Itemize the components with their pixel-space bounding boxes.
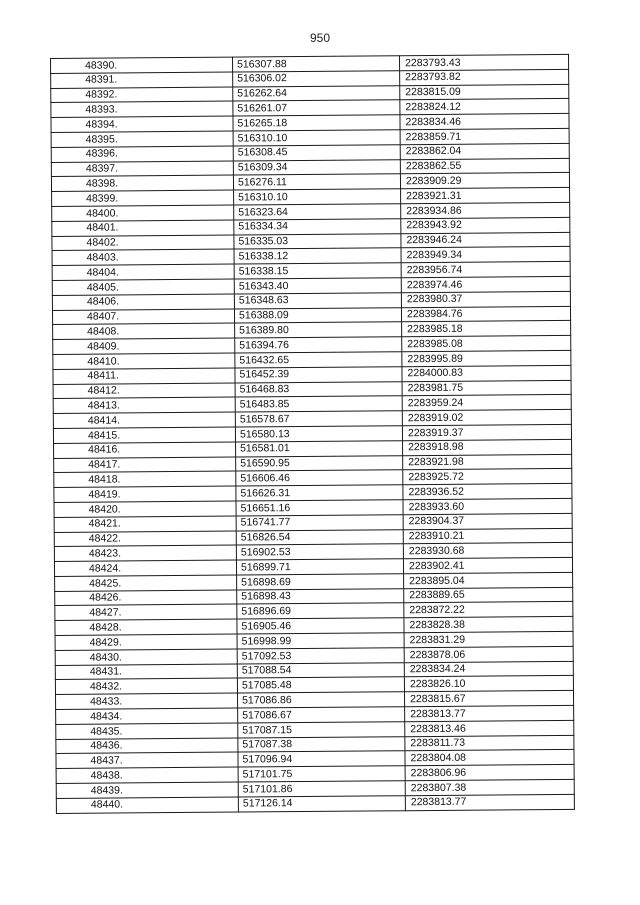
x-coordinate-cell: 516323.64 — [234, 204, 401, 220]
y-coordinate-cell: 2283878.06 — [404, 646, 573, 662]
point-number-cell: 48431. — [55, 664, 237, 680]
point-number-cell: 48402. — [52, 235, 234, 251]
x-coordinate-cell: 516348.63 — [234, 292, 401, 308]
x-coordinate-cell: 516468.83 — [235, 381, 402, 397]
y-coordinate-cell: 2283828.38 — [404, 617, 573, 633]
x-coordinate-cell: 516606.46 — [236, 470, 403, 486]
y-coordinate-cell: 2283933.60 — [403, 498, 572, 514]
x-coordinate-cell: 516310.10 — [233, 130, 400, 146]
x-coordinate-cell: 516898.43 — [237, 588, 404, 604]
y-coordinate-cell: 2283919.02 — [402, 410, 571, 426]
point-number-cell: 48428. — [55, 619, 237, 635]
x-coordinate-cell: 516483.85 — [235, 396, 402, 412]
y-coordinate-cell: 2283806.96 — [405, 765, 574, 781]
y-coordinate-cell: 2283930.68 — [403, 543, 572, 559]
y-coordinate-cell: 2283862.04 — [400, 143, 569, 159]
y-coordinate-cell: 2283984.76 — [401, 306, 570, 322]
point-number-cell: 48427. — [55, 605, 237, 621]
point-number-cell: 48426. — [55, 590, 237, 606]
y-coordinate-cell: 2283985.08 — [402, 336, 571, 352]
x-coordinate-cell: 517085.48 — [237, 677, 404, 693]
point-number-cell: 48401. — [52, 220, 234, 236]
point-number-cell: 48411. — [53, 368, 235, 384]
y-coordinate-cell: 2283859.71 — [400, 128, 569, 144]
y-coordinate-cell: 2283959.24 — [402, 395, 571, 411]
y-coordinate-cell: 2283925.72 — [403, 469, 572, 485]
point-number-cell: 48440. — [56, 797, 238, 813]
x-coordinate-cell: 516899.71 — [236, 559, 403, 575]
y-coordinate-cell: 2283834.46 — [400, 114, 569, 130]
x-coordinate-cell: 516578.67 — [235, 411, 402, 427]
y-coordinate-cell: 2283974.46 — [401, 276, 570, 292]
point-number-cell: 48395. — [51, 131, 233, 147]
table-row — [56, 794, 574, 813]
x-coordinate-cell: 516388.09 — [234, 307, 401, 323]
x-coordinate-cell: 516626.31 — [236, 485, 403, 501]
coordinates-table-body — [51, 54, 575, 813]
point-number-cell: 48433. — [56, 693, 238, 709]
x-coordinate-cell: 516389.80 — [235, 322, 402, 338]
y-coordinate-cell: 2283946.24 — [401, 232, 570, 248]
point-number-cell: 48425. — [55, 575, 237, 591]
point-number-cell: 48430. — [55, 649, 237, 665]
x-coordinate-cell: 516998.99 — [237, 633, 404, 649]
y-coordinate-cell: 2283807.38 — [405, 779, 574, 795]
x-coordinate-cell: 516902.53 — [236, 544, 403, 560]
x-coordinate-cell: 516262.64 — [233, 85, 400, 101]
point-number-cell: 48396. — [51, 146, 233, 162]
y-coordinate-cell: 2283815.09 — [400, 84, 569, 100]
y-coordinate-cell: 2283813.77 — [405, 794, 574, 810]
point-number-cell: 48421. — [54, 516, 236, 532]
point-number-cell: 48418. — [54, 471, 236, 487]
y-coordinate-cell: 2283824.12 — [400, 99, 569, 115]
point-number-cell: 48404. — [52, 264, 234, 280]
point-number-cell: 48393. — [51, 101, 233, 117]
x-coordinate-cell: 516452.39 — [235, 366, 402, 382]
y-coordinate-cell: 2283985.18 — [402, 321, 571, 337]
point-number-cell: 48415. — [53, 427, 235, 443]
y-coordinate-cell: 2283909.29 — [400, 173, 569, 189]
x-coordinate-cell: 516343.40 — [234, 278, 401, 294]
x-coordinate-cell: 516307.88 — [232, 56, 399, 72]
y-coordinate-cell: 2283934.86 — [401, 202, 570, 218]
y-coordinate-cell: 2283889.65 — [404, 587, 573, 603]
y-coordinate-cell: 2283811.73 — [405, 735, 574, 751]
x-coordinate-cell: 516590.95 — [236, 455, 403, 471]
y-coordinate-cell: 2284000.83 — [402, 365, 571, 381]
point-number-cell: 48409. — [53, 338, 235, 354]
point-number-cell: 48437. — [56, 752, 238, 768]
x-coordinate-cell: 516261.07 — [233, 100, 400, 116]
point-number-cell: 48400. — [52, 205, 234, 221]
x-coordinate-cell: 517088.54 — [237, 662, 404, 678]
y-coordinate-cell: 2283904.37 — [403, 513, 572, 529]
x-coordinate-cell: 517096.94 — [238, 751, 405, 767]
y-coordinate-cell: 2283921.31 — [401, 188, 570, 204]
point-number-cell: 48410. — [53, 353, 235, 369]
point-number-cell: 48439. — [56, 782, 238, 798]
y-coordinate-cell: 2283834.24 — [404, 661, 573, 677]
y-coordinate-cell: 2283872.22 — [404, 602, 573, 618]
point-number-cell: 48398. — [51, 175, 233, 191]
point-number-cell: 48424. — [54, 560, 236, 576]
x-coordinate-cell: 516338.15 — [234, 263, 401, 279]
y-coordinate-cell: 2283895.04 — [404, 572, 573, 588]
y-coordinate-cell: 2283918.98 — [403, 439, 572, 455]
y-coordinate-cell: 2283956.74 — [401, 262, 570, 278]
y-coordinate-cell: 2283910.21 — [403, 528, 572, 544]
point-number-cell: 48422. — [54, 531, 236, 547]
point-number-cell: 48416. — [54, 442, 236, 458]
x-coordinate-cell: 516306.02 — [233, 71, 400, 87]
point-number-cell: 48406. — [52, 294, 234, 310]
x-coordinate-cell: 516432.65 — [235, 352, 402, 368]
y-coordinate-cell: 2283943.92 — [401, 217, 570, 233]
coordinates-table-wrapper — [50, 54, 575, 814]
x-coordinate-cell: 516334.34 — [234, 219, 401, 235]
x-coordinate-cell: 516276.11 — [233, 174, 400, 190]
y-coordinate-cell: 2283902.41 — [403, 558, 572, 574]
x-coordinate-cell: 516898.69 — [237, 574, 404, 590]
x-coordinate-cell: 516741.77 — [236, 514, 403, 530]
point-number-cell: 48390. — [51, 57, 233, 73]
y-coordinate-cell: 2283815.67 — [404, 691, 573, 707]
point-number-cell: 48420. — [54, 501, 236, 517]
point-number-cell: 48413. — [53, 397, 235, 413]
point-number-cell: 48434. — [56, 708, 238, 724]
x-coordinate-cell: 516338.12 — [234, 248, 401, 264]
point-number-cell: 48391. — [51, 72, 233, 88]
point-number-cell: 48412. — [53, 383, 235, 399]
x-coordinate-cell: 516394.76 — [235, 337, 402, 353]
point-number-cell: 48407. — [52, 309, 234, 325]
x-coordinate-cell: 516310.10 — [234, 189, 401, 205]
x-coordinate-cell: 517126.14 — [238, 796, 405, 812]
x-coordinate-cell: 516651.16 — [236, 500, 403, 516]
page-number: 950 — [309, 31, 331, 45]
x-coordinate-cell: 516309.34 — [233, 159, 400, 175]
x-coordinate-cell: 516905.46 — [237, 618, 404, 634]
y-coordinate-cell: 2283826.10 — [404, 676, 573, 692]
point-number-cell: 48414. — [53, 412, 235, 428]
y-coordinate-cell: 2283949.34 — [401, 247, 570, 263]
point-number-cell: 48423. — [54, 545, 236, 561]
y-coordinate-cell: 2283813.46 — [405, 720, 574, 736]
y-coordinate-cell: 2283862.55 — [400, 158, 569, 174]
y-coordinate-cell: 2283793.82 — [400, 69, 569, 85]
x-coordinate-cell: 516308.45 — [233, 145, 400, 161]
y-coordinate-cell: 2283981.75 — [402, 380, 571, 396]
x-coordinate-cell: 516580.13 — [235, 426, 402, 442]
y-coordinate-cell: 2283919.37 — [402, 424, 571, 440]
x-coordinate-cell: 517092.53 — [237, 648, 404, 664]
y-coordinate-cell: 2283813.77 — [405, 705, 574, 721]
point-number-cell: 48397. — [51, 161, 233, 177]
point-number-cell: 48417. — [54, 457, 236, 473]
point-number-cell: 48394. — [51, 116, 233, 132]
point-number-cell: 48392. — [51, 87, 233, 103]
x-coordinate-cell: 516581.01 — [236, 440, 403, 456]
x-coordinate-cell: 516896.69 — [237, 603, 404, 619]
point-number-cell: 48429. — [55, 634, 237, 650]
y-coordinate-cell: 2283831.29 — [404, 631, 573, 647]
y-coordinate-cell: 2283995.89 — [402, 350, 571, 366]
point-number-cell: 48438. — [56, 767, 238, 783]
x-coordinate-cell: 516265.18 — [233, 115, 400, 131]
x-coordinate-cell: 517086.86 — [237, 692, 404, 708]
y-coordinate-cell: 2283921.98 — [403, 454, 572, 470]
point-number-cell: 48419. — [54, 486, 236, 502]
point-number-cell: 48405. — [52, 279, 234, 295]
y-coordinate-cell: 2283980.37 — [401, 291, 570, 307]
x-coordinate-cell: 516335.03 — [234, 233, 401, 249]
point-number-cell: 48399. — [52, 190, 234, 206]
coordinates-table — [50, 54, 575, 814]
y-coordinate-cell: 2283793.43 — [399, 54, 568, 70]
x-coordinate-cell: 516826.54 — [236, 529, 403, 545]
x-coordinate-cell: 517086.67 — [238, 707, 405, 723]
x-coordinate-cell: 517087.15 — [238, 722, 405, 738]
point-number-cell: 48435. — [56, 723, 238, 739]
x-coordinate-cell: 517101.86 — [238, 781, 405, 797]
y-coordinate-cell: 2283936.52 — [403, 484, 572, 500]
x-coordinate-cell: 517087.38 — [238, 736, 405, 752]
y-coordinate-cell: 2283804.08 — [405, 750, 574, 766]
point-number-cell: 48432. — [55, 679, 237, 695]
point-number-cell: 48403. — [52, 249, 234, 265]
point-number-cell: 48408. — [53, 323, 235, 339]
x-coordinate-cell: 517101.75 — [238, 766, 405, 782]
point-number-cell: 48436. — [56, 738, 238, 754]
